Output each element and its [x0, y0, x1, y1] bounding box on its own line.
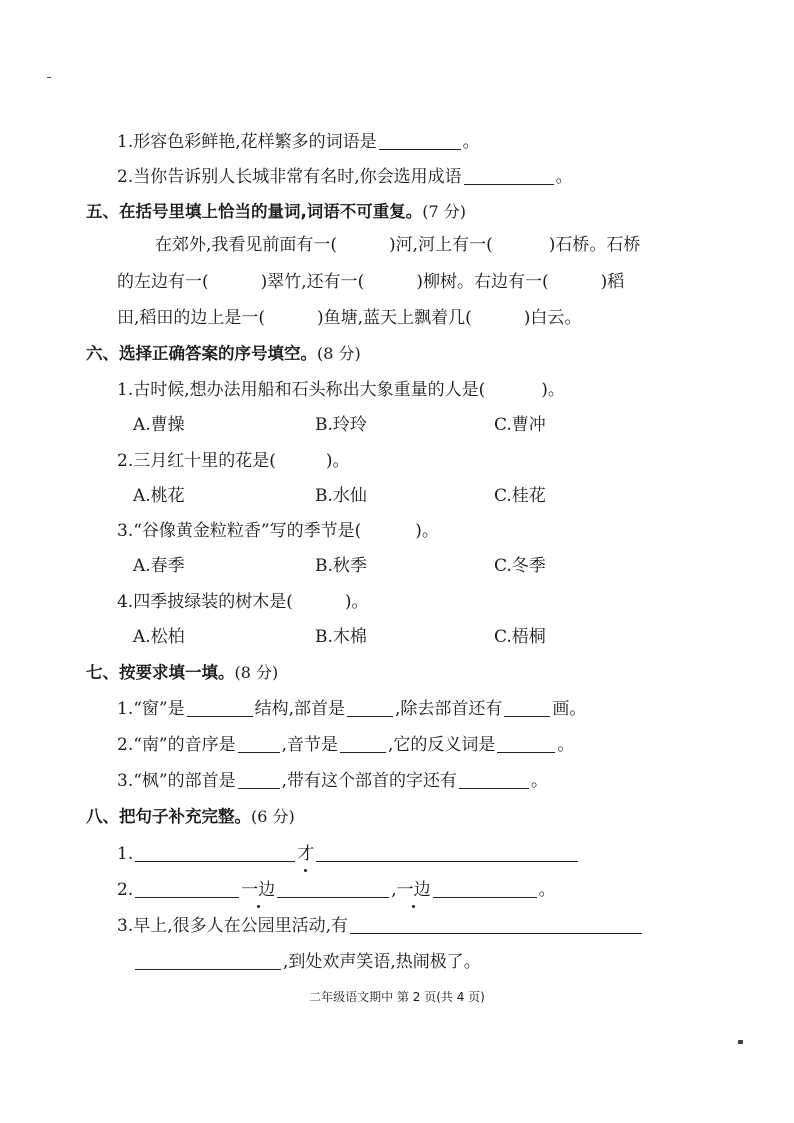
text-segment: ,带有这个部首的字还有 [281, 771, 458, 791]
question-text: 1.古时候,想办法用船和石头称出大象重量的人是( [117, 380, 486, 400]
text-segment: 。 [538, 880, 556, 900]
section-6-title: 六、选择正确答案的序号填空。 [86, 344, 317, 363]
q4-item-2 [117, 166, 573, 188]
text-segment: )稻 [600, 272, 625, 292]
section-5-heading [86, 201, 466, 223]
option-a[interactable]: A.春季 [133, 556, 185, 576]
question-end: )。 [325, 451, 350, 471]
text-segment: 1.“窗”是 [117, 699, 185, 719]
text-segment: )河,河上有一( [389, 235, 493, 255]
text-segment: , [391, 880, 397, 900]
option-c[interactable]: C.梧桐 [494, 627, 546, 647]
question-text: 3.“谷像黄金粒粒香”写的季节是( [117, 521, 362, 541]
sec6-question-2 [117, 450, 350, 472]
option-b[interactable]: B.水仙 [315, 486, 367, 506]
section-5-line-3 [117, 307, 581, 329]
option-c[interactable]: C.曹冲 [494, 415, 546, 435]
keyword-yibian-1: 一边 [241, 880, 276, 900]
answer-blank[interactable] [135, 880, 239, 898]
answer-blank[interactable] [340, 735, 386, 753]
option-a[interactable]: A.桃花 [133, 486, 185, 506]
text-segment: 。 [531, 771, 549, 791]
text-segment: 2.“南”的音序是 [117, 735, 236, 755]
sec8-question-3-line-2 [133, 951, 481, 973]
question-number: 1. [117, 844, 134, 864]
section-6-score: (8 分) [317, 344, 361, 363]
section-8-title: 八、把句子补充完整。 [86, 807, 251, 826]
text-segment: )鱼塘,蓝天上飘着几( [317, 308, 472, 328]
sec7-question-1 [117, 698, 586, 720]
question-text: 4.四季披绿装的树木是( [117, 592, 293, 612]
sec7-question-2 [117, 734, 574, 756]
text-segment: 3.“枫”的部首是 [117, 771, 236, 791]
section-7-heading [86, 662, 278, 684]
question-number: 2. [117, 880, 134, 900]
option-b[interactable]: B.秋季 [315, 556, 367, 576]
answer-blank[interactable] [238, 771, 280, 789]
option-c[interactable]: C.桂花 [494, 486, 546, 506]
scan-speck [738, 1040, 743, 1044]
answer-blank[interactable] [464, 167, 554, 185]
text-segment: 的左边有一( [117, 272, 209, 292]
text-segment: 在郊外,我看见前面有一( [155, 235, 338, 255]
q4-item-1-end: 。 [462, 132, 480, 152]
text-segment: 。 [557, 735, 575, 755]
section-5-title: 五、在括号里填上恰当的量词,词语不可重复。 [86, 202, 423, 221]
sec6-question-3 [117, 520, 439, 542]
section-5-line-2 [117, 271, 624, 293]
answer-blank[interactable] [187, 699, 253, 717]
question-text: ,到处欢声笑语,热闹极了。 [283, 952, 481, 972]
text-segment: )柳树。右边有一( [416, 272, 549, 292]
sec8-question-3 [117, 915, 644, 937]
question-end: )。 [415, 521, 439, 541]
section-5-line-1 [155, 234, 640, 256]
text-segment: 结构,部首是 [254, 699, 346, 719]
sec7-question-3 [117, 770, 548, 792]
section-8-score: (6 分) [251, 807, 295, 826]
answer-blank[interactable] [350, 916, 642, 934]
question-end: )。 [344, 592, 369, 612]
text-segment: ,除去部首还有 [395, 699, 503, 719]
question-text: 3.早上,很多人在公园里活动,有 [117, 916, 349, 936]
text-segment: 画。 [552, 699, 587, 719]
text-segment: )石桥。石桥 [548, 235, 641, 255]
text-segment: )翠竹,还有一( [260, 272, 365, 292]
text-segment: )白云。 [523, 308, 582, 328]
answer-blank[interactable] [347, 699, 393, 717]
answer-blank[interactable] [459, 771, 529, 789]
text-segment: ,音节是 [281, 735, 339, 755]
answer-blank[interactable] [504, 699, 550, 717]
section-5-score: (7 分) [422, 202, 467, 221]
section-8-heading [86, 806, 295, 828]
scan-speck [47, 77, 51, 78]
answer-blank[interactable] [277, 880, 389, 898]
section-7-score: (8 分) [234, 663, 279, 682]
option-a[interactable]: A.曹操 [133, 415, 185, 435]
answer-blank[interactable] [316, 844, 578, 862]
section-7-title: 七、按要求填一填。 [86, 663, 235, 682]
sec6-question-4 [117, 591, 369, 613]
text-segment: 田,稻田的边上是一( [117, 308, 266, 328]
answer-blank[interactable] [135, 952, 281, 970]
answer-blank[interactable] [497, 735, 555, 753]
sec8-question-2 [117, 879, 556, 901]
text-segment: ,它的反义词是 [388, 735, 496, 755]
question-text: 2.三月红十里的花是( [117, 451, 276, 471]
option-a[interactable]: A.松柏 [133, 627, 185, 647]
answer-blank[interactable] [238, 735, 280, 753]
answer-blank[interactable] [135, 844, 295, 862]
answer-blank[interactable] [433, 880, 537, 898]
option-b[interactable]: B.玲玲 [315, 415, 367, 435]
keyword-yibian-2: 一边 [396, 880, 431, 900]
keyword-cai: 才 [297, 844, 315, 864]
answer-blank[interactable] [379, 132, 461, 150]
sec8-question-1 [117, 843, 580, 865]
q4-item-1-text: 1.形容色彩鲜艳,花样繁多的词语是 [117, 132, 377, 152]
sec6-question-1 [117, 379, 565, 401]
section-6-heading [86, 343, 361, 365]
option-c[interactable]: C.冬季 [494, 556, 546, 576]
question-end: )。 [541, 380, 565, 400]
q4-item-2-end: 。 [555, 167, 573, 187]
q4-item-1 [117, 131, 480, 153]
q4-item-2-text: 2.当你告诉别人长城非常有名时,你会选用成语 [117, 167, 462, 187]
option-b[interactable]: B.木棉 [315, 627, 367, 647]
page-footer: 二年级语文期中 第 2 页(共 4 页) [309, 990, 485, 1004]
